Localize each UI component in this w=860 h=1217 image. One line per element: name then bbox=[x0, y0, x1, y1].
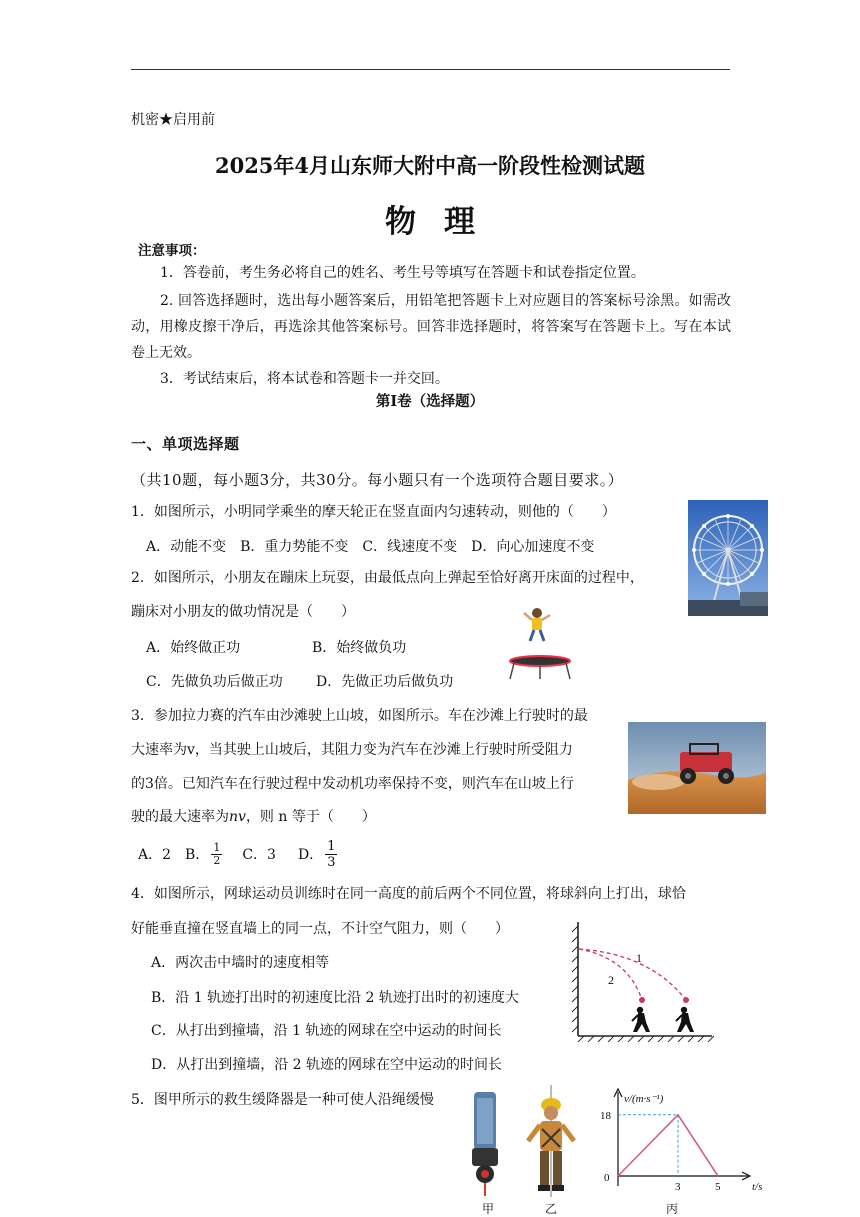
ferris-wheel-photo bbox=[688, 500, 768, 616]
vt-origin-label: 0 bbox=[604, 1172, 610, 1184]
section-heading bbox=[131, 426, 731, 498]
section-desc: （共10题，每小题3分，共30分。每小题只有一个选项符合题目要求。） bbox=[131, 471, 624, 489]
q3-option-c: C．3 bbox=[242, 847, 276, 863]
descender-device-photo bbox=[466, 1088, 506, 1196]
fig-label-yi: 乙 bbox=[545, 1202, 558, 1216]
q3-line4-pre: 驶的最大速率为 bbox=[131, 809, 229, 825]
fig-label-jia: 甲 bbox=[482, 1202, 495, 1216]
velocity-time-graph bbox=[596, 1086, 780, 1196]
tennis-wall-diagram bbox=[570, 918, 716, 1042]
header-rule bbox=[131, 69, 730, 70]
note-item-3: 3．考试结束后，将本试卷和答题卡一并交回。 bbox=[160, 371, 449, 387]
section-name: 一、单项选择题 bbox=[131, 435, 240, 453]
notes-heading: 注意事项： bbox=[138, 243, 206, 259]
vt-ylabel: v/(m·s⁻¹) bbox=[624, 1093, 664, 1105]
exam-title: 2025年4月山东师大附中高一阶段性检测试题 bbox=[214, 153, 646, 178]
q3-option-d: D． bbox=[297, 847, 324, 863]
q4-option-b: B．沿 1 轨迹打出时的初速度比沿 2 轨迹打出时的初速度大 bbox=[151, 990, 519, 1006]
q3-option-a: A．2 bbox=[138, 847, 172, 863]
q2-option-a: A．始终做正功 bbox=[146, 640, 241, 656]
rescue-worker-photo bbox=[520, 1085, 582, 1197]
vt-x-tick-label: 5 bbox=[715, 1181, 721, 1193]
q3-line1: 3．参加拉力赛的汽车由沙滩驶上山坡，如图所示。车在沙滩上行驶时的最 bbox=[131, 708, 588, 724]
q2-stem-line2: 蹦床对小朋友的做功情况是（ ） bbox=[131, 604, 355, 620]
vt-y-tick-label: 18 bbox=[600, 1109, 611, 1122]
trampoline-figure bbox=[500, 605, 580, 683]
q4-option-a: A．两次击中墙时的速度相等 bbox=[151, 955, 330, 971]
fig-label-bing: 丙 bbox=[666, 1202, 679, 1216]
subject-title: 物理 bbox=[385, 204, 503, 240]
q3-line4-post: ，则 n 等于（ ） bbox=[245, 809, 376, 825]
q2-option-b: B．始终做负功 bbox=[312, 640, 407, 656]
vt-x-tick-label: 3 bbox=[675, 1181, 681, 1193]
q1-options: A．动能不变 B．重力势能不变 C．线速度不变 D．向心加速度不变 bbox=[146, 539, 595, 555]
q2-option-d: D．先做正功后做负功 bbox=[316, 674, 454, 690]
vt-series-line bbox=[618, 1115, 718, 1176]
trajectory-label-1: 1 bbox=[636, 951, 642, 965]
q4-line1: 4．如图所示，网球运动员训练时在同一高度的前后两个不同位置，将球斜向上打出，球恰 bbox=[131, 886, 686, 902]
trajectory-label-2: 2 bbox=[608, 973, 614, 987]
q3-line3: 的3倍。已知汽车在行驶过程中发动机功率保持不变，则汽车在山坡上行 bbox=[131, 776, 574, 792]
note-item-1: 1．答卷前，考生务必将自己的姓名、考生号等填写在答题卡和试卷指定位置。 bbox=[160, 265, 645, 281]
q3-option-b-frac: $\frac{1}{2}$ bbox=[213, 840, 221, 867]
note-item-2: 2. 回答选择题时，选出每小题答案后，用铅笔把答题卡上对应题目的答案标号涂黑。如需改动，用橡皮擦干净后，再选涂其他答案标号。回答非选择题时，将答案写在答题卡上。写在本试卷上无效。 bbox=[131, 293, 731, 361]
q3-option-d-frac: $\frac{1}{3}$ bbox=[327, 838, 336, 870]
confidential-mark: 机密★启用前 bbox=[131, 112, 215, 128]
q4-option-c: C．从打出到撞墙，沿 1 轨迹的网球在空中运动的时间长 bbox=[151, 1023, 502, 1039]
q3-options bbox=[138, 837, 339, 871]
q3-line4 bbox=[131, 806, 376, 826]
q4-line2: 好能垂直撞在竖直墙上的同一点，不计空气阻力，则（ ） bbox=[131, 921, 509, 937]
q2-stem-line1: 2．如图所示，小朋友在蹦床上玩耍，由最低点向上弹起至恰好离开床面的过程中， bbox=[131, 570, 644, 586]
vt-xlabel: t/s bbox=[752, 1181, 763, 1193]
q5-line1: 5．图甲所示的救生缓降器是一种可使人沿绳缓慢 bbox=[131, 1092, 434, 1108]
q4-option-d: D．从打出到撞墙，沿 2 轨迹的网球在空中运动的时间长 bbox=[151, 1057, 503, 1073]
q3-option-b: B． bbox=[185, 847, 210, 863]
q3-line2: 大速率为v，当其驶上山坡后，其阻力变为汽车在沙滩上行驶时所受阻力 bbox=[131, 742, 573, 758]
q1-stem: 1．如图所示，小明同学乘坐的摩天轮正在竖直面内匀速转动，则他的（ ） bbox=[131, 504, 616, 520]
q2-option-c: C．先做负功后做正功 bbox=[146, 674, 283, 690]
rally-car-photo bbox=[628, 722, 766, 814]
q3-nv: nv bbox=[229, 809, 246, 825]
volume-title: 第Ⅰ卷（选择题） bbox=[375, 393, 485, 410]
